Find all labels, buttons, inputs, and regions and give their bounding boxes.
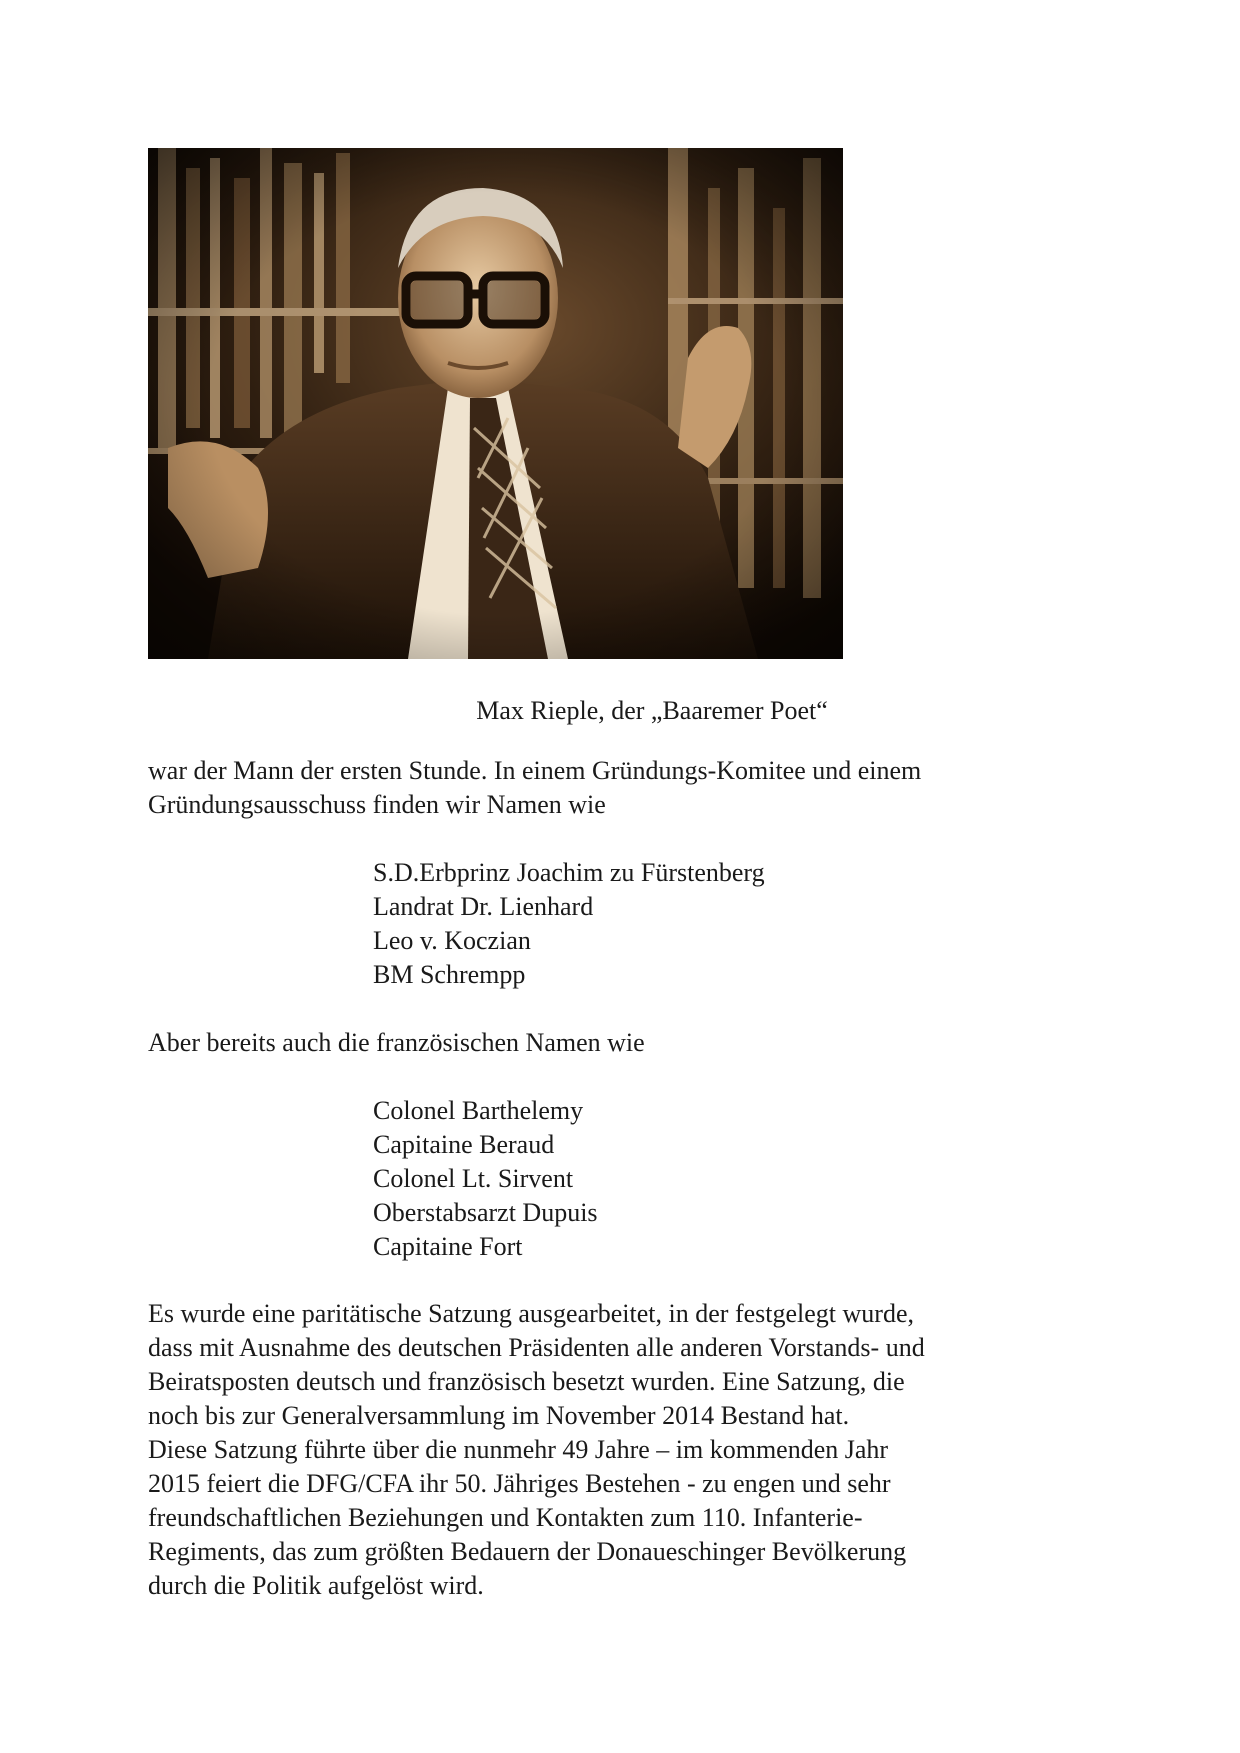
closing-line: 2015 feiert die DFG/CFA ihr 50. Jähriges Bestehen - zu engen und sehr — [148, 1469, 891, 1498]
list-item: BM Schrempp — [373, 960, 526, 989]
closing-paragraph — [148, 1297, 1108, 1603]
list-item: Colonel Barthelemy — [373, 1096, 584, 1125]
list-item: S.D.Erbprinz Joachim zu Fürstenberg — [373, 858, 765, 887]
german-names-list — [373, 856, 765, 992]
closing-line: Regiments, das zum größten Bedauern der Donaueschinger Bevölkerung — [148, 1537, 907, 1566]
french-intro-paragraph: Aber bereits auch die französischen Namen wie — [148, 1028, 645, 1057]
french-names-list — [373, 1094, 598, 1264]
list-item: Leo v. Koczian — [373, 926, 531, 955]
list-item: Colonel Lt. Sirvent — [373, 1164, 574, 1193]
closing-line: Diese Satzung führte über die nunmehr 49 Jahre – im kommenden Jahr — [148, 1435, 889, 1464]
intro-paragraph — [148, 754, 1108, 822]
closing-line: noch bis zur Generalversammlung im November 2014 Bestand hat. — [148, 1401, 850, 1430]
closing-line: Es wurde eine paritätische Satzung ausgearbeitet, in der festgelegt wurde, — [148, 1299, 914, 1328]
closing-line: freundschaftlichen Beziehungen und Kontakten zum 110. Infanterie- — [148, 1503, 863, 1532]
photo-caption: Max Rieple, der „Baaremer Poet“ — [476, 696, 828, 725]
portrait-photo — [148, 148, 843, 659]
closing-line: durch die Politik aufgelöst wird. — [148, 1571, 484, 1600]
closing-line: dass mit Ausnahme des deutschen Präsidenten alle anderen Vorstands- und — [148, 1333, 925, 1362]
intro-line: Gründungsausschuss finden wir Namen wie — [148, 790, 606, 819]
intro-line: war der Mann der ersten Stunde. In einem Gründungs-Komitee und einem — [148, 756, 922, 785]
list-item: Capitaine Fort — [373, 1232, 523, 1261]
list-item: Landrat Dr. Lienhard — [373, 892, 594, 921]
list-item: Oberstabsarzt Dupuis — [373, 1198, 598, 1227]
closing-line: Beiratsposten deutsch und französisch besetzt wurden. Eine Satzung, die — [148, 1367, 905, 1396]
list-item: Capitaine Beraud — [373, 1130, 555, 1159]
